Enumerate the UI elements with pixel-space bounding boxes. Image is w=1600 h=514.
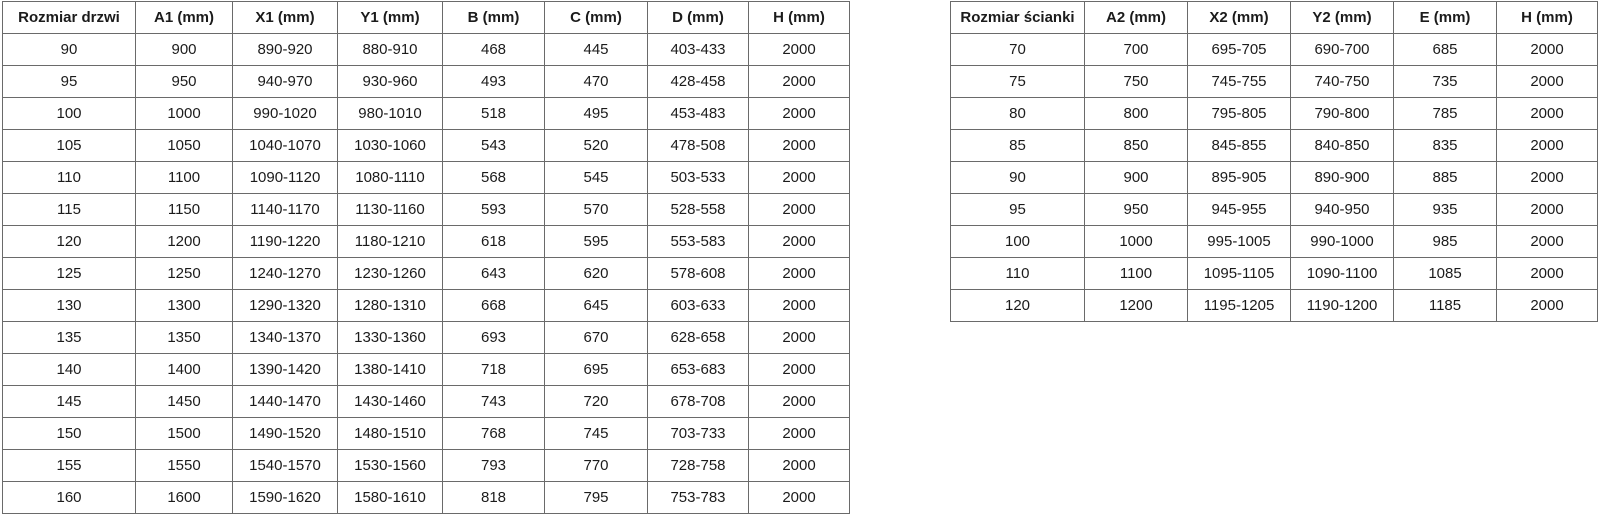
table-cell: 618	[443, 226, 545, 258]
table-cell: 1600	[136, 482, 233, 514]
column-header-cell: B (mm)	[443, 2, 545, 34]
column-header-cell: E (mm)	[1394, 2, 1497, 34]
column-header-cell: Y1 (mm)	[338, 2, 443, 34]
table-row	[3, 450, 850, 482]
table-cell: 160	[3, 482, 136, 514]
column-header-cell: H (mm)	[1497, 2, 1598, 34]
table-cell: 2000	[1497, 226, 1598, 258]
table-cell: 2000	[749, 226, 850, 258]
table-cell: 2000	[1497, 66, 1598, 98]
column-header-cell: Y2 (mm)	[1291, 2, 1394, 34]
table-cell: 1490-1520	[233, 418, 338, 450]
table-cell: 985	[1394, 226, 1497, 258]
table-cell: 1280-1310	[338, 290, 443, 322]
table-cell: 743	[443, 386, 545, 418]
table-cell: 645	[545, 290, 648, 322]
table-cell: 1580-1610	[338, 482, 443, 514]
door-table-header-row	[3, 2, 850, 34]
table-cell: 70	[951, 34, 1085, 66]
table-cell: 2000	[749, 66, 850, 98]
table-cell: 470	[545, 66, 648, 98]
table-cell: 980-1010	[338, 98, 443, 130]
table-cell: 1195-1205	[1188, 290, 1291, 322]
table-cell: 1100	[1085, 258, 1188, 290]
table-cell: 493	[443, 66, 545, 98]
table-cell: 130	[3, 290, 136, 322]
table-cell: 700	[1085, 34, 1188, 66]
table-cell: 800	[1085, 98, 1188, 130]
table-cell: 135	[3, 322, 136, 354]
table-cell: 728-758	[648, 450, 749, 482]
table-cell: 120	[951, 290, 1085, 322]
table-cell: 1130-1160	[338, 194, 443, 226]
table-cell: 2000	[749, 482, 850, 514]
table-cell: 2000	[1497, 34, 1598, 66]
table-cell: 1250	[136, 258, 233, 290]
column-header-cell: C (mm)	[545, 2, 648, 34]
table-row	[3, 66, 850, 98]
table-cell: 1550	[136, 450, 233, 482]
table-cell: 990-1000	[1291, 226, 1394, 258]
table-row	[3, 226, 850, 258]
table-cell: 1340-1370	[233, 322, 338, 354]
table-cell: 75	[951, 66, 1085, 98]
table-cell: 900	[136, 34, 233, 66]
table-cell: 620	[545, 258, 648, 290]
table-row	[951, 130, 1598, 162]
table-cell: 2000	[1497, 98, 1598, 130]
column-header-cell: Rozmiar ścianki	[951, 2, 1085, 34]
table-cell: 2000	[749, 258, 850, 290]
table-row	[951, 290, 1598, 322]
table-cell: 1030-1060	[338, 130, 443, 162]
table-cell: 495	[545, 98, 648, 130]
table-cell: 670	[545, 322, 648, 354]
table-cell: 1590-1620	[233, 482, 338, 514]
table-cell: 468	[443, 34, 545, 66]
table-cell: 750	[1085, 66, 1188, 98]
table-cell: 1040-1070	[233, 130, 338, 162]
table-cell: 1330-1360	[338, 322, 443, 354]
table-cell: 900	[1085, 162, 1188, 194]
table-cell: 403-433	[648, 34, 749, 66]
table-cell: 745	[545, 418, 648, 450]
table-cell: 785	[1394, 98, 1497, 130]
table-cell: 2000	[1497, 130, 1598, 162]
table-cell: 155	[3, 450, 136, 482]
table-cell: 793	[443, 450, 545, 482]
table-cell: 895-905	[1188, 162, 1291, 194]
table-cell: 2000	[749, 322, 850, 354]
table-cell: 1150	[136, 194, 233, 226]
table-cell: 628-658	[648, 322, 749, 354]
door-dimensions-table	[2, 1, 850, 514]
table-cell: 795	[545, 482, 648, 514]
table-cell: 935	[1394, 194, 1497, 226]
table-cell: 945-955	[1188, 194, 1291, 226]
table-row	[3, 258, 850, 290]
table-cell: 2000	[749, 194, 850, 226]
table-cell: 1430-1460	[338, 386, 443, 418]
table-cell: 740-750	[1291, 66, 1394, 98]
table-cell: 990-1020	[233, 98, 338, 130]
table-cell: 100	[3, 98, 136, 130]
table-cell: 2000	[749, 98, 850, 130]
panel-table-header-row	[951, 2, 1598, 34]
table-cell: 950	[1085, 194, 1188, 226]
table-row	[3, 98, 850, 130]
table-cell: 1200	[136, 226, 233, 258]
table-cell: 1390-1420	[233, 354, 338, 386]
table-cell: 790-800	[1291, 98, 1394, 130]
table-cell: 100	[951, 226, 1085, 258]
table-cell: 2000	[749, 354, 850, 386]
table-cell: 995-1005	[1188, 226, 1291, 258]
panel-table-body	[951, 34, 1598, 322]
table-cell: 850	[1085, 130, 1188, 162]
table-cell: 578-608	[648, 258, 749, 290]
table-cell: 428-458	[648, 66, 749, 98]
table-cell: 1350	[136, 322, 233, 354]
table-cell: 745-755	[1188, 66, 1291, 98]
table-cell: 695	[545, 354, 648, 386]
table-cell: 753-783	[648, 482, 749, 514]
table-cell: 2000	[1497, 162, 1598, 194]
table-row	[3, 386, 850, 418]
table-cell: 1190-1220	[233, 226, 338, 258]
table-row	[3, 482, 850, 514]
column-header-cell: D (mm)	[648, 2, 749, 34]
column-header-cell: H (mm)	[749, 2, 850, 34]
table-cell: 90	[951, 162, 1085, 194]
table-cell: 930-960	[338, 66, 443, 98]
table-cell: 545	[545, 162, 648, 194]
table-cell: 1000	[1085, 226, 1188, 258]
table-cell: 693	[443, 322, 545, 354]
table-cell: 940-970	[233, 66, 338, 98]
table-cell: 1090-1120	[233, 162, 338, 194]
table-cell: 1000	[136, 98, 233, 130]
table-cell: 2000	[749, 130, 850, 162]
table-cell: 685	[1394, 34, 1497, 66]
column-header-cell: A1 (mm)	[136, 2, 233, 34]
table-cell: 1300	[136, 290, 233, 322]
table-cell: 1540-1570	[233, 450, 338, 482]
table-row	[3, 322, 850, 354]
table-row	[3, 34, 850, 66]
table-cell: 695-705	[1188, 34, 1291, 66]
table-cell: 1050	[136, 130, 233, 162]
table-row	[3, 418, 850, 450]
table-cell: 503-533	[648, 162, 749, 194]
table-cell: 1085	[1394, 258, 1497, 290]
table-cell: 678-708	[648, 386, 749, 418]
table-row	[3, 354, 850, 386]
table-cell: 593	[443, 194, 545, 226]
table-cell: 603-633	[648, 290, 749, 322]
table-cell: 80	[951, 98, 1085, 130]
table-cell: 1480-1510	[338, 418, 443, 450]
table-cell: 595	[545, 226, 648, 258]
table-cell: 770	[545, 450, 648, 482]
table-cell: 2000	[749, 290, 850, 322]
table-cell: 1180-1210	[338, 226, 443, 258]
table-cell: 110	[3, 162, 136, 194]
table-cell: 95	[3, 66, 136, 98]
table-cell: 570	[545, 194, 648, 226]
table-cell: 453-483	[648, 98, 749, 130]
table-cell: 768	[443, 418, 545, 450]
table-row	[3, 194, 850, 226]
table-cell: 1080-1110	[338, 162, 443, 194]
table-cell: 835	[1394, 130, 1497, 162]
table-cell: 145	[3, 386, 136, 418]
table-cell: 795-805	[1188, 98, 1291, 130]
table-cell: 950	[136, 66, 233, 98]
table-cell: 120	[3, 226, 136, 258]
table-cell: 1190-1200	[1291, 290, 1394, 322]
table-cell: 1090-1100	[1291, 258, 1394, 290]
column-header-cell: X1 (mm)	[233, 2, 338, 34]
table-cell: 1500	[136, 418, 233, 450]
table-cell: 720	[545, 386, 648, 418]
table-cell: 2000	[749, 418, 850, 450]
table-cell: 568	[443, 162, 545, 194]
table-cell: 90	[3, 34, 136, 66]
table-cell: 2000	[749, 386, 850, 418]
wall-panel-dimensions-table	[950, 1, 1598, 322]
table-cell: 110	[951, 258, 1085, 290]
table-row	[3, 290, 850, 322]
table-cell: 703-733	[648, 418, 749, 450]
table-cell: 2000	[1497, 290, 1598, 322]
table-cell: 1530-1560	[338, 450, 443, 482]
table-cell: 2000	[749, 450, 850, 482]
table-cell: 1380-1410	[338, 354, 443, 386]
table-cell: 1200	[1085, 290, 1188, 322]
door-table-body	[3, 34, 850, 514]
table-cell: 95	[951, 194, 1085, 226]
table-cell: 668	[443, 290, 545, 322]
table-cell: 653-683	[648, 354, 749, 386]
table-row	[951, 258, 1598, 290]
table-cell: 1100	[136, 162, 233, 194]
table-cell: 2000	[749, 162, 850, 194]
table-row	[951, 34, 1598, 66]
table-cell: 735	[1394, 66, 1497, 98]
table-cell: 518	[443, 98, 545, 130]
table-cell: 880-910	[338, 34, 443, 66]
table-row	[3, 130, 850, 162]
table-cell: 140	[3, 354, 136, 386]
table-cell: 690-700	[1291, 34, 1394, 66]
table-cell: 1240-1270	[233, 258, 338, 290]
table-cell: 940-950	[1291, 194, 1394, 226]
table-cell: 528-558	[648, 194, 749, 226]
table-cell: 445	[545, 34, 648, 66]
column-header-cell: X2 (mm)	[1188, 2, 1291, 34]
table-cell: 1450	[136, 386, 233, 418]
table-cell: 1140-1170	[233, 194, 338, 226]
table-row	[951, 226, 1598, 258]
table-cell: 890-900	[1291, 162, 1394, 194]
table-cell: 105	[3, 130, 136, 162]
table-cell: 543	[443, 130, 545, 162]
table-cell: 1185	[1394, 290, 1497, 322]
table-cell: 520	[545, 130, 648, 162]
table-cell: 818	[443, 482, 545, 514]
table-cell: 125	[3, 258, 136, 290]
table-cell: 890-920	[233, 34, 338, 66]
table-cell: 150	[3, 418, 136, 450]
table-cell: 115	[3, 194, 136, 226]
table-cell: 85	[951, 130, 1085, 162]
column-header-cell: Rozmiar drzwi	[3, 2, 136, 34]
column-header-cell: A2 (mm)	[1085, 2, 1188, 34]
table-cell: 2000	[1497, 194, 1598, 226]
table-cell: 643	[443, 258, 545, 290]
table-cell: 2000	[1497, 258, 1598, 290]
table-row	[951, 162, 1598, 194]
table-cell: 1095-1105	[1188, 258, 1291, 290]
table-cell: 2000	[749, 34, 850, 66]
table-row	[951, 194, 1598, 226]
table-cell: 478-508	[648, 130, 749, 162]
table-row	[951, 98, 1598, 130]
table-cell: 1400	[136, 354, 233, 386]
table-row	[3, 162, 850, 194]
table-cell: 553-583	[648, 226, 749, 258]
table-cell: 1440-1470	[233, 386, 338, 418]
table-cell: 885	[1394, 162, 1497, 194]
table-cell: 1230-1260	[338, 258, 443, 290]
table-cell: 718	[443, 354, 545, 386]
table-cell: 845-855	[1188, 130, 1291, 162]
table-cell: 840-850	[1291, 130, 1394, 162]
table-row	[951, 66, 1598, 98]
table-cell: 1290-1320	[233, 290, 338, 322]
